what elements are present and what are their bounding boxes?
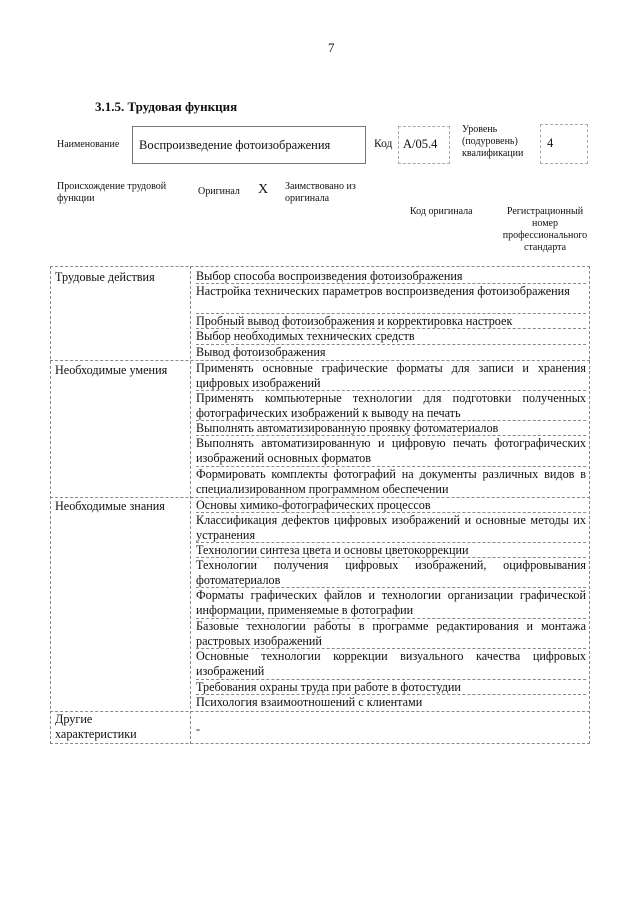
knowledge-item: Базовые технологии работы в программе редактирования и монтажа растровых изображений xyxy=(196,619,586,648)
code-label: Код xyxy=(374,138,393,150)
knowledge-item: Основные технологии коррекции визуального качества цифровых изображений xyxy=(196,649,586,678)
original-label: Оригинал xyxy=(198,186,240,197)
action-item: Вывод фотоизображения xyxy=(196,345,326,359)
skill-item: Применять основные графические форматы для записи и хранения цифровых изображений xyxy=(196,361,586,390)
table-left-border xyxy=(50,266,51,744)
other-label: Другие характеристики xyxy=(55,712,137,741)
action-item: Пробный вывод фотоизображения и корректировка настроек xyxy=(196,314,586,329)
name-value: Воспроизведение фотоизображения xyxy=(139,138,331,152)
table-bottom-border xyxy=(50,743,590,744)
knowledge-item: Форматы графических файлов и технологии организации графической информации, применяемые в фотографии xyxy=(196,588,586,617)
code-value: A/05.4 xyxy=(403,137,438,151)
table-right-border xyxy=(589,266,590,744)
skill-item: Формировать комплекты фотографий на документы различных видов в специализированном программном обеспечении xyxy=(196,467,586,496)
reg-number-label: Регистрационный номер профессионального стандарта xyxy=(502,206,588,253)
knowledge-other-separator xyxy=(50,711,590,712)
code-original-label: Код оригинала xyxy=(410,206,473,217)
actions-label: Трудовые действия xyxy=(55,270,155,284)
level-value: 4 xyxy=(547,136,554,150)
page-number: 7 xyxy=(328,40,335,55)
level-label: Уровень (подуровень) квалификации xyxy=(462,124,524,159)
skill-item: Выполнять автоматизированную и цифровую печать фотографических изображений основных форматов xyxy=(196,436,586,465)
code-box xyxy=(398,126,450,164)
action-item: Выбор необходимых технических средств xyxy=(196,329,586,345)
action-item: Выбор способа воспроизведения фотоизображения xyxy=(196,269,586,284)
table-top-border xyxy=(50,266,590,267)
borrowed-label: Заимствовано из оригинала xyxy=(285,181,356,204)
knowledge-item: Требования охраны труда при работе в фотостудии xyxy=(196,680,586,695)
knowledge-item: Технологии получения цифровых изображений, оцифровывания фотоматериалов xyxy=(196,558,586,587)
table-divider xyxy=(190,266,191,744)
skill-item: Выполнять автоматизированную проявку фотоматериалов xyxy=(196,421,586,436)
knowledge-label: Необходимые знания xyxy=(55,499,165,513)
level-box xyxy=(540,124,588,164)
knowledge-item: Классификация дефектов цифровых изображений и основные методы их устранения xyxy=(196,513,586,542)
skill-item: Применять компьютерные технологии для подготовки полученных фотографических изображений к выводу на печать xyxy=(196,391,586,420)
original-mark: X xyxy=(258,182,269,197)
origin-label: Происхождение трудовой функции xyxy=(57,181,167,204)
section-title: 3.1.5. Трудовая функция xyxy=(95,99,238,114)
knowledge-item: Основы химико-фотографических процессов xyxy=(196,498,586,513)
knowledge-item: Технологии синтеза цвета и основы цветокоррекции xyxy=(196,543,586,558)
other-value: - xyxy=(196,722,201,736)
knowledge-item: Психология взаимоотношений с клиентами xyxy=(196,695,423,709)
action-item: Настройка технических параметров воспроизведения фотоизображения xyxy=(196,284,586,314)
name-label: Наименование xyxy=(57,139,120,150)
name-box xyxy=(132,126,366,164)
skills-label: Необходимые умения xyxy=(55,363,168,377)
